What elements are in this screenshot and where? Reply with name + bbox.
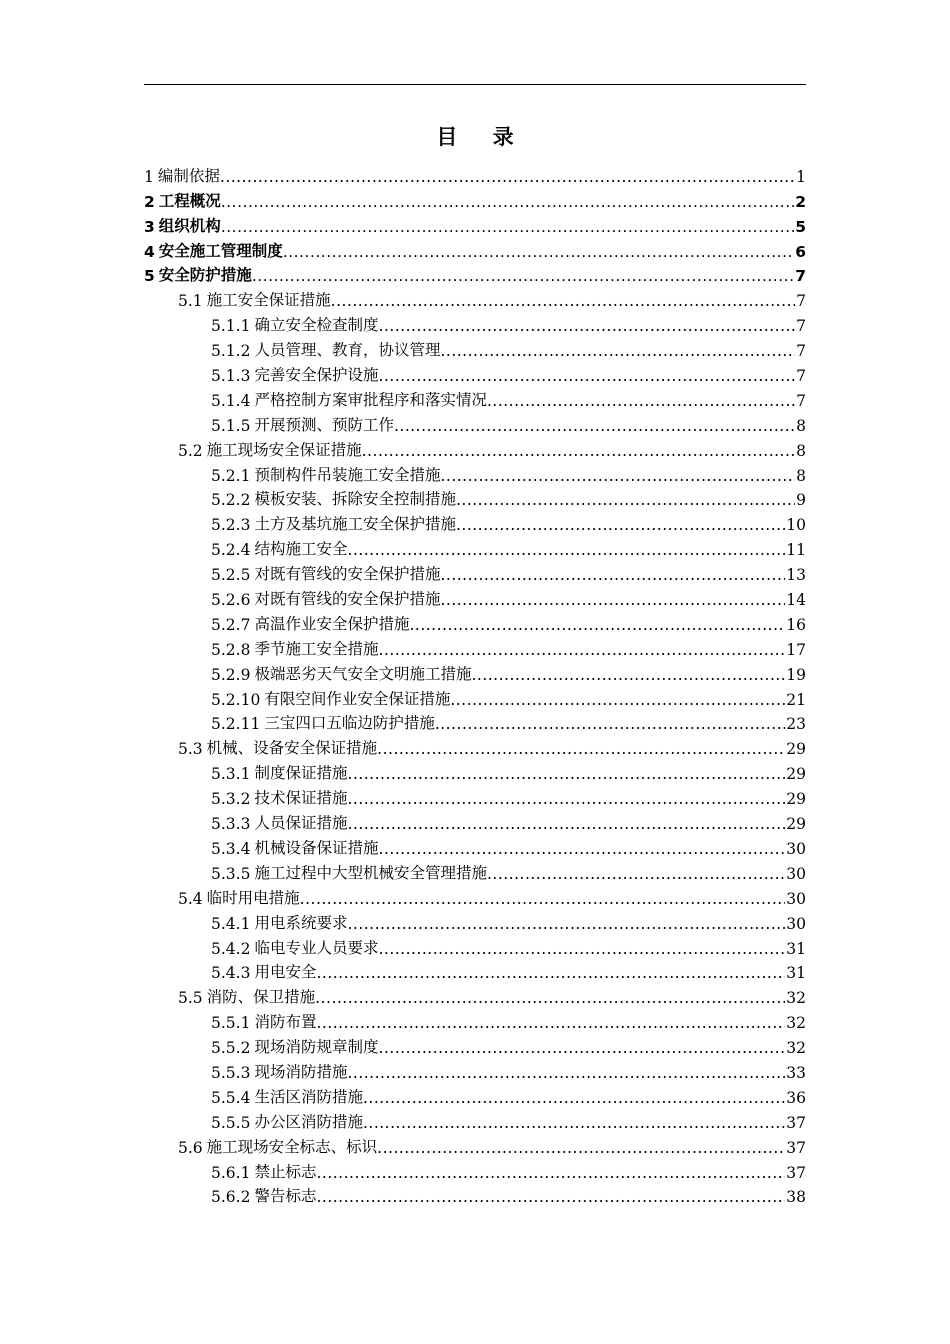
toc-entry-number: 5.2.1 <box>211 466 251 485</box>
toc-leader-dots <box>394 417 795 435</box>
toc-entry[interactable] <box>144 709 806 734</box>
toc-entry-text: 现场消防规章制度 <box>254 1038 379 1057</box>
toc-entry-number: 5.1.1 <box>211 317 251 336</box>
toc-leader-dots <box>221 218 794 236</box>
toc-leader-dots <box>316 964 785 982</box>
toc-entry[interactable] <box>144 435 806 460</box>
toc-leader-dots <box>363 1114 785 1132</box>
toc-entry-page: 1 <box>796 167 806 186</box>
toc-entry-text: 警告标志 <box>254 1187 317 1206</box>
toc-entry-text: 临时用电措施 <box>206 888 300 907</box>
toc-entry-number: 5.3.1 <box>211 765 251 784</box>
toc-entry[interactable] <box>144 385 806 410</box>
toc-entry-number: 5.5.1 <box>211 1014 251 1033</box>
toc-entry-page: 10 <box>786 516 806 535</box>
toc-entry-number: 5.5.5 <box>211 1113 251 1132</box>
toc-entry[interactable] <box>144 1157 806 1182</box>
toc-entry[interactable] <box>144 1182 806 1207</box>
toc-leader-dots <box>316 1014 785 1032</box>
toc-entry[interactable] <box>144 982 806 1007</box>
toc-entry-number: 5.4.2 <box>211 939 251 958</box>
toc-entry-page: 37 <box>786 1138 806 1157</box>
toc-entry-page: 30 <box>786 889 806 908</box>
toc-entry-page: 29 <box>786 815 806 834</box>
toc-entry-number: 5.2.10 <box>211 690 261 709</box>
toc-entry-text: 施工过程中大型机械安全管理措施 <box>254 863 487 882</box>
toc-entry[interactable] <box>144 659 806 684</box>
toc-entry-text: 对既有管线的安全保护措施 <box>254 565 441 584</box>
toc-entry-text: 施工现场安全保证措施 <box>206 440 362 459</box>
toc-entry[interactable] <box>144 559 806 584</box>
toc-entry-number: 5.3.2 <box>211 790 251 809</box>
toc-leader-dots <box>316 1164 785 1182</box>
toc-leader-dots <box>450 691 785 709</box>
toc-entry[interactable] <box>144 236 806 261</box>
toc-entry-number: 4 <box>144 242 155 261</box>
toc-entry-text: 消防、保卫措施 <box>206 988 316 1007</box>
toc-entry-text: 三宝四口五临边防护措施 <box>264 714 435 733</box>
toc-entry-number: 5.2.3 <box>211 516 251 535</box>
toc-entry-page: 32 <box>786 1014 806 1033</box>
toc-entry[interactable] <box>144 783 806 808</box>
toc-entry-text: 技术保证措施 <box>254 789 348 808</box>
toc-entry[interactable] <box>144 684 806 709</box>
toc-entry-text: 组织机构 <box>158 216 221 235</box>
toc-entry-page: 30 <box>786 864 806 883</box>
toc-entry-number: 5.5.2 <box>211 1039 251 1058</box>
toc-entry-page: 29 <box>786 790 806 809</box>
toc-entry-page: 36 <box>786 1088 806 1107</box>
toc-entry[interactable] <box>144 534 806 559</box>
toc-leader-dots <box>456 516 785 534</box>
toc-entry-number: 5.2.6 <box>211 591 251 610</box>
toc-entry-page: 38 <box>786 1188 806 1207</box>
toc-entry-text: 安全施工管理制度 <box>158 241 283 260</box>
toc-entry-text: 结构施工安全 <box>254 540 348 559</box>
toc-entry[interactable] <box>144 460 806 485</box>
toc-entry-text: 办公区消防措施 <box>254 1112 363 1131</box>
toc-leader-dots <box>283 243 794 261</box>
toc-entry-page: 2 <box>795 192 806 211</box>
toc-leader-dots <box>409 616 785 634</box>
toc-title: 目 录 <box>436 125 528 149</box>
toc-entry-page: 31 <box>786 964 806 983</box>
toc-entry-text: 编制依据 <box>157 166 220 185</box>
toc-leader-dots <box>220 168 795 186</box>
toc-entry-text: 现场消防措施 <box>254 1062 348 1081</box>
toc-entry-number: 5.3.3 <box>211 815 251 834</box>
toc-leader-dots <box>315 989 785 1007</box>
toc-entry[interactable] <box>144 1107 806 1132</box>
toc-entry-text: 制度保证措施 <box>254 764 348 783</box>
toc-entry-number: 5.1.3 <box>211 367 251 386</box>
toc-entry-page: 17 <box>786 640 806 659</box>
toc-entry-text: 禁止标志 <box>254 1162 317 1181</box>
toc-leader-dots <box>440 342 795 360</box>
toc-entry-text: 土方及基坑施工安全保护措施 <box>254 515 456 534</box>
toc-entry-text: 极端恶劣天气安全文明施工措施 <box>254 664 472 683</box>
toc-leader-dots <box>362 442 795 460</box>
toc-entry-number: 5.2.5 <box>211 566 251 585</box>
table-of-contents <box>144 161 806 1206</box>
toc-entry-page: 5 <box>795 217 806 236</box>
toc-entry-number: 5.2.11 <box>211 715 261 734</box>
header-rule <box>144 84 806 85</box>
toc-entry-page: 7 <box>795 267 806 286</box>
toc-entry-page: 29 <box>786 740 806 759</box>
toc-entry-text: 高温作业安全保护措施 <box>254 614 410 633</box>
toc-entry-page: 29 <box>786 765 806 784</box>
toc-entry-number: 5.5.4 <box>211 1088 251 1107</box>
toc-entry-text: 机械、设备安全保证措施 <box>206 739 378 758</box>
toc-entry-text: 开展预测、预防工作 <box>254 415 394 434</box>
toc-entry-number: 5.4 <box>178 889 203 908</box>
toc-entry-page: 7 <box>796 292 806 311</box>
toc-entry-page: 30 <box>786 914 806 933</box>
toc-entry[interactable] <box>144 261 806 286</box>
toc-entry-text: 模板安装、拆除安全控制措施 <box>254 490 456 509</box>
toc-leader-dots <box>316 1188 785 1206</box>
toc-entry-page: 14 <box>786 591 806 610</box>
toc-entry[interactable] <box>144 833 806 858</box>
toc-entry-page: 6 <box>795 242 806 261</box>
toc-entry-number: 5.1.4 <box>211 391 251 410</box>
toc-entry-number: 5.3.4 <box>211 839 251 858</box>
toc-entry[interactable] <box>144 211 806 236</box>
toc-leader-dots <box>377 1139 785 1157</box>
toc-entry-text: 人员管理、教育，协议管理 <box>254 341 441 360</box>
toc-entry-page: 8 <box>796 416 806 435</box>
toc-entry[interactable] <box>144 1057 806 1082</box>
toc-leader-dots <box>347 915 785 933</box>
toc-entry-text: 工程概况 <box>158 191 221 210</box>
toc-entry-number: 5.5.3 <box>211 1063 251 1082</box>
toc-entry-text: 临电专业人员要求 <box>254 938 379 957</box>
toc-entry-page: 7 <box>796 317 806 336</box>
toc-entry-number: 5.5 <box>178 989 203 1008</box>
toc-entry-page: 8 <box>796 441 806 460</box>
toc-entry-number: 5.6 <box>178 1138 203 1157</box>
toc-entry[interactable] <box>144 1082 806 1107</box>
toc-entry-text: 用电安全 <box>254 963 317 982</box>
toc-entry-page: 7 <box>796 367 806 386</box>
toc-leader-dots <box>347 541 785 559</box>
toc-entry-text: 完善安全保护设施 <box>254 366 379 385</box>
toc-leader-dots <box>347 765 785 783</box>
toc-entry[interactable] <box>144 485 806 510</box>
toc-entry-text: 对既有管线的安全保护措施 <box>254 590 441 609</box>
toc-leader-dots <box>440 591 785 609</box>
toc-leader-dots <box>440 467 795 485</box>
toc-entry-number: 5.4.3 <box>211 964 251 983</box>
toc-entry-text: 消防布置 <box>254 1013 317 1032</box>
toc-entry-text: 用电系统要求 <box>254 913 348 932</box>
toc-entry[interactable] <box>144 883 806 908</box>
toc-leader-dots <box>378 840 785 858</box>
toc-leader-dots <box>487 392 795 410</box>
toc-entry[interactable] <box>144 1007 806 1032</box>
toc-leader-dots <box>331 292 795 310</box>
toc-entry-text: 季节施工安全措施 <box>254 639 379 658</box>
toc-entry[interactable] <box>144 410 806 435</box>
toc-entry-page: 9 <box>796 491 806 510</box>
toc-leader-dots <box>456 491 795 509</box>
toc-entry-number: 5.2.2 <box>211 491 251 510</box>
toc-leader-dots <box>363 1089 785 1107</box>
toc-entry[interactable] <box>144 858 806 883</box>
toc-entry[interactable] <box>144 808 806 833</box>
toc-entry[interactable] <box>144 758 806 783</box>
toc-entry[interactable] <box>144 1132 806 1157</box>
toc-entry-page: 37 <box>786 1113 806 1132</box>
toc-entry-page: 33 <box>786 1063 806 1082</box>
toc-entry[interactable] <box>144 584 806 609</box>
toc-entry-number: 5.4.1 <box>211 914 251 933</box>
toc-entry[interactable] <box>144 908 806 933</box>
toc-entry-number: 2 <box>144 192 155 211</box>
toc-leader-dots <box>487 865 785 883</box>
toc-leader-dots <box>378 940 785 958</box>
toc-entry-number: 1 <box>144 167 154 186</box>
toc-entry[interactable] <box>144 335 806 360</box>
toc-entry-text: 有限空间作业安全保证措施 <box>264 689 451 708</box>
toc-entry[interactable] <box>144 285 806 310</box>
toc-entry-page: 19 <box>786 665 806 684</box>
toc-entry-text: 确立安全检查制度 <box>254 316 379 335</box>
toc-entry-text: 预制构件吊装施工安全措施 <box>254 465 441 484</box>
toc-leader-dots <box>378 367 795 385</box>
toc-entry-text: 严格控制方案审批程序和落实情况 <box>254 390 487 409</box>
toc-leader-dots <box>471 666 785 684</box>
toc-entry-page: 8 <box>796 466 806 485</box>
toc-entry-page: 32 <box>786 1039 806 1058</box>
toc-leader-dots <box>378 317 795 335</box>
toc-entry-number: 5.2.7 <box>211 615 251 634</box>
toc-entry-number: 5.1.2 <box>211 342 251 361</box>
toc-entry-page: 37 <box>786 1163 806 1182</box>
toc-entry-text: 施工现场安全标志、标识 <box>206 1137 378 1156</box>
toc-entry-number: 3 <box>144 217 155 236</box>
toc-entry[interactable] <box>144 733 806 758</box>
toc-entry-number: 5.2.4 <box>211 541 251 560</box>
toc-entry[interactable] <box>144 958 806 983</box>
toc-leader-dots <box>377 740 785 758</box>
toc-entry-number: 5.2.8 <box>211 640 251 659</box>
toc-entry-number: 5.1.5 <box>211 416 251 435</box>
toc-leader-dots <box>378 1039 785 1057</box>
toc-entry[interactable] <box>144 161 806 186</box>
toc-entry-number: 5.3 <box>178 740 203 759</box>
toc-leader-dots <box>347 1064 785 1082</box>
toc-entry-page: 11 <box>786 541 806 560</box>
toc-entry-number: 5.6.1 <box>211 1163 251 1182</box>
toc-entry-page: 31 <box>786 939 806 958</box>
toc-entry-text: 生活区消防措施 <box>254 1087 363 1106</box>
toc-leader-dots <box>347 790 785 808</box>
toc-entry-page: 23 <box>786 715 806 734</box>
toc-entry[interactable] <box>144 1032 806 1057</box>
toc-entry-page: 7 <box>796 391 806 410</box>
toc-entry[interactable] <box>144 933 806 958</box>
toc-entry[interactable] <box>144 310 806 335</box>
toc-entry[interactable] <box>144 634 806 659</box>
toc-entry-page: 16 <box>786 615 806 634</box>
toc-entry-number: 5.2 <box>178 441 203 460</box>
toc-leader-dots <box>347 815 785 833</box>
toc-entry-page: 32 <box>786 989 806 1008</box>
toc-entry[interactable] <box>144 509 806 534</box>
toc-entry-number: 5 <box>144 267 155 286</box>
toc-entry-number: 5.6.2 <box>211 1188 251 1207</box>
toc-entry-page: 30 <box>786 839 806 858</box>
toc-entry-number: 5.3.5 <box>211 864 251 883</box>
toc-leader-dots <box>440 566 785 584</box>
toc-entry-text: 安全防护措施 <box>158 266 252 285</box>
toc-leader-dots <box>300 890 786 908</box>
toc-entry-page: 13 <box>786 566 806 585</box>
toc-leader-dots <box>221 193 794 211</box>
toc-entry-page: 7 <box>796 342 806 361</box>
toc-entry[interactable] <box>144 609 806 634</box>
toc-leader-dots <box>435 715 785 733</box>
toc-entry[interactable] <box>144 186 806 211</box>
toc-leader-dots <box>252 267 794 285</box>
toc-entry-page: 21 <box>786 690 806 709</box>
toc-entry-text: 施工安全保证措施 <box>206 291 331 310</box>
toc-entry-number: 5.1 <box>178 292 203 311</box>
toc-entry-text: 人员保证措施 <box>254 814 348 833</box>
toc-entry-text: 机械设备保证措施 <box>254 838 379 857</box>
toc-entry-number: 5.2.9 <box>211 665 251 684</box>
toc-leader-dots <box>378 641 785 659</box>
toc-entry[interactable] <box>144 360 806 385</box>
